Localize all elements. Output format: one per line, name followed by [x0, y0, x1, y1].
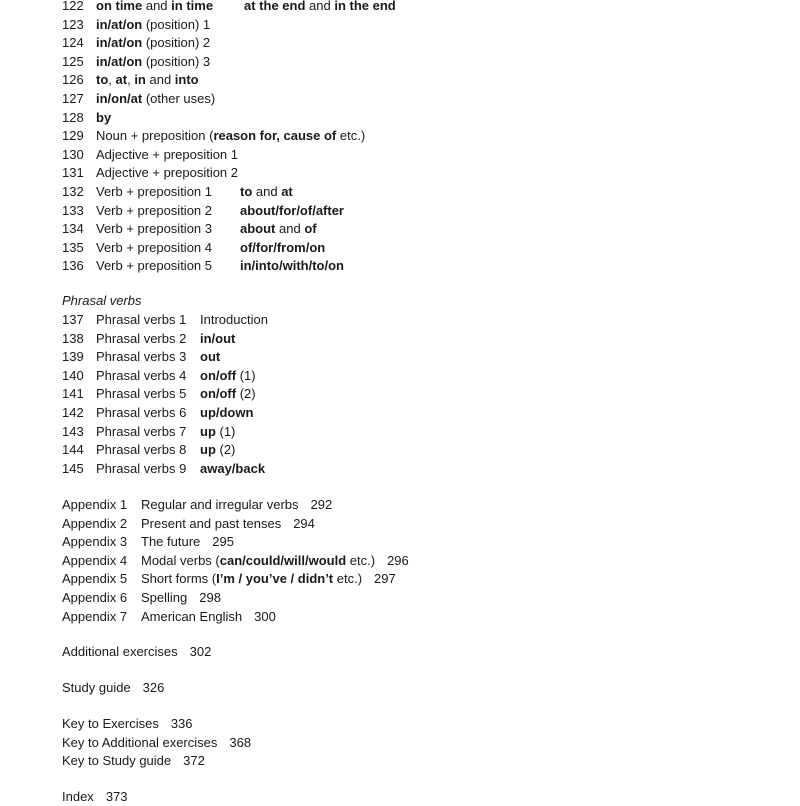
unit-topic	[200, 385, 256, 403]
appendix-title	[141, 570, 396, 588]
text-segment: Phrasal verbs 6	[96, 405, 187, 420]
appendix-page: 292	[310, 497, 333, 512]
unit-number: 126	[62, 72, 84, 88]
unit-number: 132	[62, 184, 84, 199]
appendix-title	[141, 589, 221, 607]
text-segment: and	[305, 0, 335, 13]
text-segment: to	[240, 184, 253, 199]
unit-number: 136	[62, 258, 84, 274]
appendix-title	[141, 552, 409, 570]
unit-title	[96, 127, 365, 145]
unit-topic	[200, 348, 220, 366]
text-segment: (1)	[215, 423, 236, 439]
unit-title	[96, 367, 186, 385]
unit-topic	[200, 460, 265, 478]
text-segment: can/could/will/would	[219, 552, 347, 568]
text-segment: and	[145, 72, 175, 88]
unit-title	[96, 164, 238, 182]
unit-topic	[200, 423, 235, 441]
text-segment: I’m / you’ve / didn’t	[216, 571, 334, 587]
appendix-title	[141, 533, 234, 551]
text-segment: in the end	[334, 0, 396, 13]
text-segment: on/off	[200, 367, 237, 383]
study-guide-entry[interactable]	[62, 679, 164, 697]
text-segment: Spelling	[141, 590, 188, 605]
unit-title	[96, 109, 111, 127]
appendix-label: Appendix 2	[62, 515, 128, 531]
text-segment: by	[96, 109, 112, 125]
text-segment: into	[174, 72, 199, 88]
text-segment: ,	[108, 72, 116, 88]
key-page: 336	[170, 716, 193, 731]
additional-exercises-page: 302	[189, 644, 212, 659]
unit-number: 135	[62, 239, 84, 255]
unit-title	[96, 460, 186, 478]
text-segment: (2)	[215, 442, 236, 458]
unit-title	[96, 183, 212, 201]
text-segment: of/for/from/on	[240, 239, 326, 255]
text-segment: American English	[141, 608, 243, 624]
text-segment: up	[200, 423, 216, 439]
additional-exercises-title: Additional exercises	[62, 644, 178, 659]
text-segment: in time	[171, 0, 214, 13]
text-segment: in/at/on	[96, 35, 143, 51]
unit-topic	[240, 220, 317, 238]
additional-exercises-entry[interactable]	[62, 643, 211, 661]
unit-number: 143	[62, 423, 84, 439]
unit-number: 137	[62, 312, 84, 327]
text-segment: on/off	[200, 386, 237, 402]
appendix-label: Appendix 7	[62, 608, 128, 624]
unit-topic	[240, 257, 344, 275]
unit-number: 131	[62, 165, 84, 181]
text-segment: Phrasal verbs 4	[96, 367, 187, 383]
unit-topic	[200, 404, 253, 422]
unit-number: 127	[62, 91, 84, 106]
text-segment: Verb + preposition 3	[96, 221, 212, 237]
appendix-page: 294	[293, 515, 315, 531]
key-title: Key to Additional exercises	[62, 735, 218, 750]
text-segment: Phrasal verbs 3	[96, 349, 187, 365]
text-segment: ,	[127, 72, 135, 88]
key-title: Key to Exercises	[62, 716, 159, 731]
unit-topic	[200, 441, 235, 459]
unit-title	[96, 90, 215, 108]
text-segment: Adjective + preposition 1	[96, 146, 239, 162]
phrasal-verbs-heading: Phrasal verbs	[62, 293, 142, 308]
text-segment: in/into/with/to/on	[240, 258, 344, 274]
text-segment: of	[304, 221, 317, 237]
unit-topic	[200, 367, 256, 385]
unit-title	[96, 53, 210, 71]
text-segment: Verb + preposition 2	[96, 202, 212, 218]
unit-topic	[244, 0, 396, 15]
appendix-label: Appendix 3	[62, 534, 128, 550]
text-segment: at	[281, 184, 293, 199]
unit-title	[96, 385, 186, 403]
appendix-page: 295	[212, 534, 234, 550]
text-segment: Phrasal verbs 7	[96, 423, 187, 439]
unit-number: 140	[62, 367, 84, 383]
key-study-guide-entry[interactable]	[62, 752, 205, 770]
text-segment: and	[275, 221, 305, 237]
text-segment: Verb + preposition 4	[96, 239, 212, 255]
unit-title	[96, 441, 186, 459]
text-segment: about/for/of/after	[240, 202, 344, 218]
text-segment: on time	[96, 0, 143, 13]
unit-title	[96, 257, 212, 275]
text-segment: Phrasal verbs 9	[96, 460, 187, 476]
unit-topic	[240, 202, 344, 220]
text-segment: etc.)	[346, 552, 376, 568]
text-segment: and	[142, 0, 172, 13]
text-segment: Phrasal verbs 2	[96, 330, 187, 346]
text-segment: Modal verbs (	[141, 552, 220, 568]
unit-title	[96, 220, 212, 238]
study-guide-page: 326	[142, 680, 165, 695]
unit-topic	[240, 183, 293, 201]
text-segment: Verb + preposition 5	[96, 258, 212, 274]
index-page: 373	[105, 789, 128, 804]
unit-number: 142	[62, 405, 84, 420]
appendix-title	[141, 608, 276, 626]
unit-topic	[240, 239, 325, 257]
text-segment: in/at/on	[96, 53, 143, 69]
text-segment: (position) 2	[142, 35, 211, 51]
appendix-page: 298	[199, 590, 221, 605]
unit-topic	[200, 311, 268, 329]
appendix-label: Appendix 5	[62, 571, 128, 587]
text-segment: Phrasal verbs 1	[96, 312, 187, 327]
text-segment: etc.)	[336, 128, 366, 144]
text-segment: (1)	[236, 367, 256, 383]
unit-number: 133	[62, 202, 84, 218]
unit-number: 144	[62, 442, 84, 458]
text-segment: (2)	[236, 386, 256, 402]
text-segment: away/back	[200, 460, 266, 476]
appendix-label: Appendix 6	[62, 590, 128, 605]
unit-topic	[200, 330, 235, 348]
text-segment: out	[200, 349, 221, 365]
index-entry[interactable]	[62, 788, 128, 806]
text-segment: reason for, cause of	[213, 128, 337, 144]
appendix-label: Appendix 4	[62, 552, 128, 568]
unit-number: 128	[62, 109, 84, 125]
appendix-page: 296	[387, 552, 409, 568]
appendix-title	[141, 496, 332, 514]
text-segment: in/at/on	[96, 16, 143, 32]
unit-number: 138	[62, 330, 84, 346]
key-page: 372	[183, 753, 205, 768]
appendix-title	[141, 515, 315, 533]
unit-title	[96, 71, 199, 89]
unit-number: 145	[62, 460, 84, 476]
text-segment: Phrasal verbs 5	[96, 386, 187, 402]
unit-title	[96, 16, 210, 34]
text-segment: Introduction	[200, 312, 268, 327]
unit-title	[96, 311, 186, 329]
unit-number: 125	[62, 53, 84, 69]
key-title: Key to Study guide	[62, 753, 172, 768]
key-additional-entry[interactable]	[62, 734, 251, 752]
text-segment: at	[115, 72, 128, 88]
text-segment: Present and past tenses	[141, 515, 282, 531]
text-segment: etc.)	[333, 571, 363, 587]
text-segment: at the end	[244, 0, 306, 13]
text-segment: Adjective + preposition 2	[96, 165, 239, 181]
text-segment: and	[252, 184, 282, 199]
text-segment: (other uses)	[142, 91, 216, 106]
text-segment: The future	[141, 534, 201, 550]
unit-number: 141	[62, 386, 84, 402]
text-segment: (position) 1	[142, 16, 211, 32]
text-segment: in/on/at	[96, 91, 143, 106]
text-segment: Verb + preposition 1	[96, 184, 212, 199]
unit-number: 123	[62, 16, 84, 32]
unit-title	[96, 239, 212, 257]
text-segment: Noun + preposition (	[96, 128, 214, 144]
appendix-page: 300	[254, 608, 276, 624]
unit-title	[96, 330, 186, 348]
unit-title	[96, 404, 186, 422]
unit-number: 124	[62, 35, 84, 51]
text-segment: up	[200, 442, 216, 458]
unit-title	[96, 202, 212, 220]
text-segment: up/down	[200, 405, 254, 420]
unit-title	[96, 146, 238, 164]
unit-title	[96, 34, 210, 52]
text-segment: about	[240, 221, 276, 237]
unit-title	[96, 0, 213, 15]
unit-title	[96, 348, 186, 366]
unit-number: 130	[62, 146, 84, 162]
text-segment: Regular and irregular verbs	[141, 497, 299, 512]
text-segment: Short forms (	[141, 571, 217, 587]
key-exercises-entry[interactable]	[62, 715, 193, 733]
text-segment: in	[134, 72, 146, 88]
appendix-label: Appendix 1	[62, 497, 128, 512]
unit-number: 129	[62, 128, 84, 144]
study-guide-title: Study guide	[62, 680, 131, 695]
unit-number: 134	[62, 221, 84, 237]
text-segment: in/out	[200, 330, 236, 346]
key-page: 368	[229, 735, 252, 750]
unit-number: 122	[62, 0, 84, 13]
appendix-page: 297	[374, 571, 396, 587]
unit-title	[96, 423, 186, 441]
text-segment: (position) 3	[142, 53, 211, 69]
unit-number: 139	[62, 349, 84, 365]
text-segment: to	[96, 72, 109, 88]
text-segment: Phrasal verbs 8	[96, 442, 187, 458]
index-title: Index	[62, 789, 94, 804]
